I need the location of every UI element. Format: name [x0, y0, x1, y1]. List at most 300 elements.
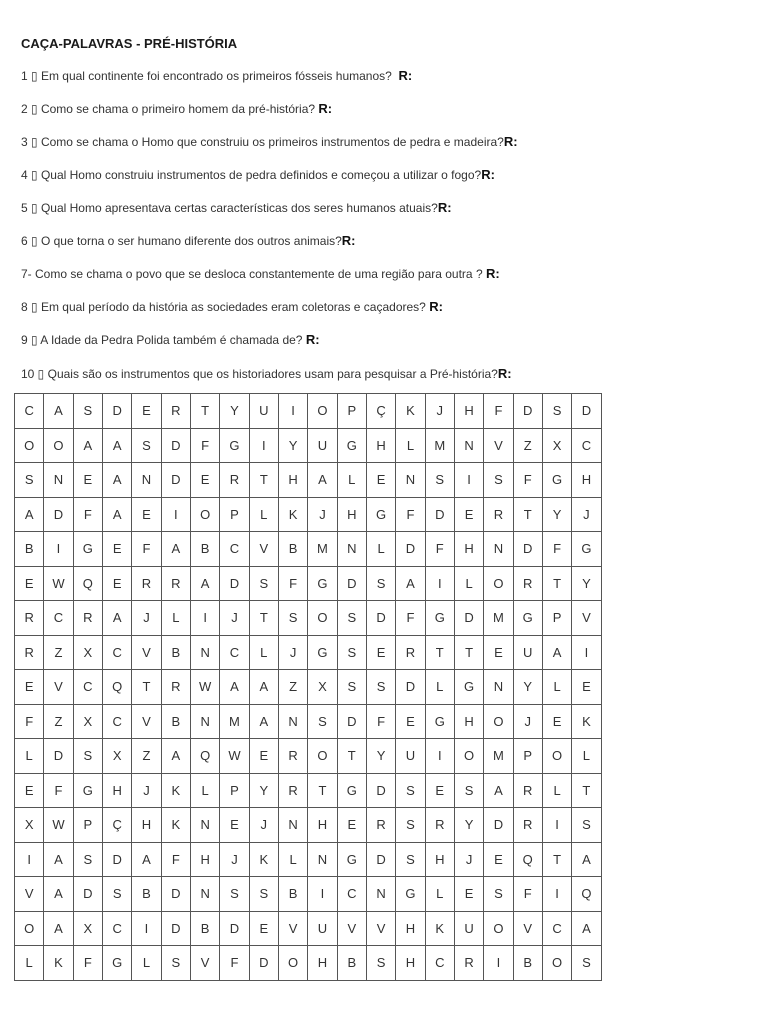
grid-cell: A — [102, 463, 131, 498]
grid-cell: T — [249, 601, 278, 636]
grid-cell: A — [44, 842, 73, 877]
grid-cell: I — [15, 842, 44, 877]
grid-cell: K — [278, 497, 307, 532]
grid-cell: F — [73, 497, 102, 532]
grid-cell: K — [572, 704, 601, 739]
grid-cell: O — [15, 428, 44, 463]
grid-cell: S — [73, 394, 102, 429]
question-text: 3 ▯ Como se chama o Homo que construiu os primeiros instrumentos de pedra e madeira? — [21, 135, 504, 149]
grid-cell: B — [190, 911, 219, 946]
grid-cell: W — [44, 808, 73, 843]
grid-cell: E — [572, 670, 601, 705]
grid-cell: J — [220, 842, 249, 877]
grid-cell: F — [73, 946, 102, 981]
grid-cell: O — [484, 911, 513, 946]
grid-cell: T — [513, 497, 542, 532]
grid-cell: C — [73, 670, 102, 705]
grid-cell: A — [102, 428, 131, 463]
grid-cell: T — [249, 463, 278, 498]
grid-cell: K — [396, 394, 425, 429]
grid-row — [15, 566, 602, 601]
grid-cell: T — [308, 773, 337, 808]
grid-cell: N — [190, 704, 219, 739]
question-1 — [21, 68, 412, 83]
grid-cell: L — [425, 877, 454, 912]
grid-cell: A — [44, 877, 73, 912]
grid-cell: G — [366, 497, 395, 532]
grid-cell: S — [220, 877, 249, 912]
grid-cell: A — [249, 704, 278, 739]
grid-cell: O — [190, 497, 219, 532]
grid-cell: H — [308, 946, 337, 981]
grid-cell: X — [73, 635, 102, 670]
grid-row — [15, 601, 602, 636]
question-4 — [21, 167, 495, 182]
grid-cell: S — [572, 808, 601, 843]
grid-cell: V — [44, 670, 73, 705]
grid-cell: R — [513, 566, 542, 601]
grid-cell: B — [278, 877, 307, 912]
grid-cell: L — [542, 773, 571, 808]
grid-row — [15, 497, 602, 532]
grid-cell: I — [190, 601, 219, 636]
grid-row — [15, 946, 602, 981]
grid-cell: U — [308, 911, 337, 946]
grid-cell: H — [190, 842, 219, 877]
grid-cell: D — [73, 877, 102, 912]
grid-cell: H — [454, 704, 483, 739]
grid-cell: F — [190, 428, 219, 463]
grid-cell: I — [278, 394, 307, 429]
grid-cell: M — [425, 428, 454, 463]
grid-cell: R — [15, 601, 44, 636]
grid-cell: E — [542, 704, 571, 739]
grid-cell: K — [161, 773, 190, 808]
grid-cell: V — [132, 704, 161, 739]
grid-cell: S — [249, 566, 278, 601]
grid-cell: A — [15, 497, 44, 532]
grid-cell: T — [454, 635, 483, 670]
grid-row — [15, 635, 602, 670]
grid-cell: E — [249, 739, 278, 774]
grid-cell: E — [366, 463, 395, 498]
grid-cell: G — [337, 428, 366, 463]
grid-cell: L — [15, 946, 44, 981]
grid-cell: D — [425, 497, 454, 532]
grid-cell: G — [542, 463, 571, 498]
answer-label: R: — [481, 167, 495, 182]
grid-row — [15, 877, 602, 912]
grid-cell: E — [15, 670, 44, 705]
grid-cell: H — [278, 463, 307, 498]
grid-cell: M — [484, 601, 513, 636]
grid-row — [15, 532, 602, 567]
grid-cell: D — [161, 911, 190, 946]
question-3 — [21, 134, 518, 149]
grid-cell: O — [308, 739, 337, 774]
question-text: 6 ▯ O que torna o ser humano diferente dos outros animais? — [21, 234, 342, 248]
grid-row — [15, 842, 602, 877]
grid-cell: L — [15, 739, 44, 774]
grid-cell: A — [44, 911, 73, 946]
grid-cell: S — [366, 946, 395, 981]
grid-cell: I — [572, 635, 601, 670]
grid-cell: Q — [102, 670, 131, 705]
question-8 — [21, 299, 443, 314]
grid-cell: L — [454, 566, 483, 601]
grid-cell: Ç — [366, 394, 395, 429]
grid-cell: G — [73, 532, 102, 567]
grid-cell: O — [308, 601, 337, 636]
grid-cell: I — [161, 497, 190, 532]
grid-cell: U — [513, 635, 542, 670]
grid-cell: I — [542, 877, 571, 912]
grid-row — [15, 394, 602, 429]
grid-cell: V — [513, 911, 542, 946]
grid-cell: G — [337, 773, 366, 808]
grid-cell: H — [454, 394, 483, 429]
answer-label: R: — [305, 332, 320, 347]
grid-cell: H — [425, 842, 454, 877]
grid-cell: G — [337, 842, 366, 877]
answer-label: R: — [341, 233, 356, 248]
grid-cell: H — [396, 946, 425, 981]
grid-cell: C — [102, 911, 131, 946]
grid-cell: L — [337, 463, 366, 498]
grid-cell: G — [308, 566, 337, 601]
grid-cell: Q — [513, 842, 542, 877]
grid-cell: V — [15, 877, 44, 912]
grid-cell: H — [102, 773, 131, 808]
grid-cell: D — [161, 463, 190, 498]
grid-cell: R — [161, 394, 190, 429]
grid-cell: S — [132, 428, 161, 463]
grid-cell: L — [249, 635, 278, 670]
grid-cell: H — [337, 497, 366, 532]
grid-cell: D — [102, 394, 131, 429]
grid-cell: U — [308, 428, 337, 463]
grid-cell: V — [572, 601, 601, 636]
grid-cell: S — [396, 842, 425, 877]
grid-cell: O — [454, 739, 483, 774]
grid-cell: C — [102, 635, 131, 670]
grid-cell: D — [572, 394, 601, 429]
grid-cell: R — [73, 601, 102, 636]
grid-cell: A — [396, 566, 425, 601]
worksheet-title: CAÇA-PALAVRAS - PRÉ-HISTÓRIA — [21, 36, 238, 51]
grid-cell: E — [73, 463, 102, 498]
grid-cell: G — [73, 773, 102, 808]
grid-cell: W — [44, 566, 73, 601]
grid-cell: Q — [73, 566, 102, 601]
grid-cell: S — [337, 635, 366, 670]
grid-cell: U — [249, 394, 278, 429]
answer-label: R: — [437, 200, 452, 215]
grid-cell: B — [278, 532, 307, 567]
grid-cell: C — [572, 428, 601, 463]
grid-cell: R — [425, 808, 454, 843]
grid-cell: A — [190, 566, 219, 601]
grid-cell: R — [220, 463, 249, 498]
grid-cell: J — [278, 635, 307, 670]
grid-cell: S — [484, 463, 513, 498]
grid-cell: G — [513, 601, 542, 636]
grid-cell: Z — [44, 635, 73, 670]
grid-cell: S — [425, 463, 454, 498]
grid-cell: Y — [278, 428, 307, 463]
grid-cell: A — [132, 842, 161, 877]
grid-cell: A — [44, 394, 73, 429]
grid-cell: S — [366, 566, 395, 601]
grid-cell: R — [161, 670, 190, 705]
grid-cell: E — [425, 773, 454, 808]
grid-cell: F — [44, 773, 73, 808]
grid-cell: I — [44, 532, 73, 567]
grid-cell: T — [572, 773, 601, 808]
grid-cell: R — [161, 566, 190, 601]
grid-cell: N — [396, 463, 425, 498]
grid-cell: X — [102, 739, 131, 774]
grid-cell: X — [73, 911, 102, 946]
grid-cell: Y — [542, 497, 571, 532]
grid-cell: Z — [278, 670, 307, 705]
grid-cell: L — [249, 497, 278, 532]
grid-row — [15, 808, 602, 843]
grid-cell: R — [15, 635, 44, 670]
grid-cell: Y — [513, 670, 542, 705]
grid-cell: G — [454, 670, 483, 705]
question-9 — [21, 332, 320, 347]
grid-cell: H — [572, 463, 601, 498]
grid-cell: S — [278, 601, 307, 636]
grid-cell: N — [132, 463, 161, 498]
grid-cell: S — [396, 773, 425, 808]
grid-cell: K — [425, 911, 454, 946]
grid-cell: Y — [366, 739, 395, 774]
grid-cell: F — [220, 946, 249, 981]
grid-cell: N — [278, 808, 307, 843]
answer-label: R: — [398, 68, 413, 83]
grid-cell: S — [337, 670, 366, 705]
grid-cell: H — [308, 808, 337, 843]
grid-cell: Q — [572, 877, 601, 912]
grid-cell: F — [513, 877, 542, 912]
grid-cell: N — [44, 463, 73, 498]
grid-cell: L — [366, 532, 395, 567]
grid-cell: E — [132, 394, 161, 429]
grid-cell: T — [542, 566, 571, 601]
grid-cell: L — [190, 773, 219, 808]
grid-cell: A — [308, 463, 337, 498]
grid-cell: X — [308, 670, 337, 705]
grid-cell: N — [484, 532, 513, 567]
grid-cell: R — [396, 635, 425, 670]
grid-cell: N — [454, 428, 483, 463]
grid-cell: S — [15, 463, 44, 498]
grid-cell: D — [102, 842, 131, 877]
grid-cell: D — [366, 773, 395, 808]
question-text: 10 ▯ Quais são os instrumentos que os historiadores usam para pesquisar a Pré-história? — [21, 367, 498, 381]
grid-cell: T — [337, 739, 366, 774]
grid-cell: S — [73, 842, 102, 877]
grid-cell: D — [366, 842, 395, 877]
grid-cell: V — [249, 532, 278, 567]
grid-cell: O — [484, 704, 513, 739]
grid-cell: D — [220, 911, 249, 946]
grid-cell: S — [308, 704, 337, 739]
grid-cell: E — [102, 532, 131, 567]
grid-cell: F — [15, 704, 44, 739]
grid-cell: D — [366, 601, 395, 636]
grid-cell: O — [278, 946, 307, 981]
grid-cell: S — [484, 877, 513, 912]
grid-cell: G — [572, 532, 601, 567]
grid-row — [15, 911, 602, 946]
grid-row — [15, 428, 602, 463]
grid-cell: S — [572, 946, 601, 981]
grid-cell: M — [308, 532, 337, 567]
answer-label: R: — [497, 366, 512, 381]
grid-cell: R — [278, 773, 307, 808]
grid-cell: S — [366, 670, 395, 705]
grid-cell: W — [220, 739, 249, 774]
grid-cell: I — [542, 808, 571, 843]
grid-cell: D — [337, 566, 366, 601]
grid-cell: R — [513, 773, 542, 808]
grid-cell: Z — [513, 428, 542, 463]
grid-cell: A — [572, 842, 601, 877]
grid-cell: E — [220, 808, 249, 843]
grid-cell: S — [396, 808, 425, 843]
grid-cell: V — [190, 946, 219, 981]
grid-cell: E — [15, 773, 44, 808]
grid-cell: I — [132, 911, 161, 946]
question-text: 9 ▯ A Idade da Pedra Polida também é chamada de? — [21, 333, 303, 347]
grid-cell: A — [249, 670, 278, 705]
grid-cell: Z — [132, 739, 161, 774]
grid-cell: V — [366, 911, 395, 946]
grid-cell: P — [220, 497, 249, 532]
grid-cell: F — [132, 532, 161, 567]
grid-cell: G — [396, 877, 425, 912]
grid-cell: G — [220, 428, 249, 463]
grid-cell: F — [513, 463, 542, 498]
grid-cell: B — [513, 946, 542, 981]
grid-cell: C — [337, 877, 366, 912]
grid-cell: E — [454, 877, 483, 912]
grid-cell: C — [102, 704, 131, 739]
grid-cell: F — [366, 704, 395, 739]
grid-cell: C — [44, 601, 73, 636]
grid-cell: F — [278, 566, 307, 601]
grid-cell: C — [425, 946, 454, 981]
grid-cell: S — [454, 773, 483, 808]
grid-cell: F — [484, 394, 513, 429]
grid-cell: M — [220, 704, 249, 739]
grid-cell: J — [425, 394, 454, 429]
grid-cell: B — [15, 532, 44, 567]
answer-label: R: — [318, 101, 333, 116]
question-7 — [21, 266, 500, 281]
grid-cell: T — [190, 394, 219, 429]
answer-label: R: — [429, 299, 443, 314]
grid-cell: A — [161, 532, 190, 567]
grid-cell: A — [484, 773, 513, 808]
grid-cell: D — [454, 601, 483, 636]
grid-cell: D — [396, 670, 425, 705]
grid-cell: H — [454, 532, 483, 567]
grid-cell: A — [102, 497, 131, 532]
grid-cell: D — [220, 566, 249, 601]
question-2 — [21, 101, 332, 116]
grid-cell: P — [220, 773, 249, 808]
grid-cell: K — [249, 842, 278, 877]
grid-cell: T — [425, 635, 454, 670]
grid-cell: E — [454, 497, 483, 532]
grid-cell: T — [132, 670, 161, 705]
grid-cell: O — [44, 428, 73, 463]
grid-cell: H — [396, 911, 425, 946]
grid-cell: P — [73, 808, 102, 843]
grid-cell: O — [484, 566, 513, 601]
grid-cell: H — [132, 808, 161, 843]
grid-row — [15, 670, 602, 705]
grid-cell: F — [161, 842, 190, 877]
grid-cell: R — [366, 808, 395, 843]
grid-cell: E — [190, 463, 219, 498]
grid-cell: U — [396, 739, 425, 774]
grid-cell: H — [366, 428, 395, 463]
grid-cell: I — [249, 428, 278, 463]
grid-cell: N — [484, 670, 513, 705]
grid-cell: P — [337, 394, 366, 429]
question-text: 5 ▯ Qual Homo apresentava certas características dos seres humanos atuais? — [21, 201, 438, 215]
grid-cell: E — [15, 566, 44, 601]
grid-cell: B — [132, 877, 161, 912]
grid-cell: V — [132, 635, 161, 670]
answer-label: R: — [503, 134, 518, 149]
grid-cell: P — [542, 601, 571, 636]
grid-cell: K — [161, 808, 190, 843]
grid-cell: E — [484, 635, 513, 670]
grid-cell: A — [572, 911, 601, 946]
grid-cell: W — [190, 670, 219, 705]
grid-cell: J — [220, 601, 249, 636]
grid-cell: A — [220, 670, 249, 705]
grid-cell: I — [308, 877, 337, 912]
grid-cell: E — [337, 808, 366, 843]
grid-cell: V — [337, 911, 366, 946]
grid-cell: N — [190, 808, 219, 843]
grid-cell: N — [278, 704, 307, 739]
grid-cell: D — [44, 739, 73, 774]
grid-row — [15, 463, 602, 498]
question-text: 1 ▯ Em qual continente foi encontrado os primeiros fósseis humanos? — [21, 69, 392, 83]
question-text: 2 ▯ Como se chama o primeiro homem da pré-história? — [21, 102, 316, 116]
grid-cell: C — [220, 635, 249, 670]
grid-cell: N — [190, 877, 219, 912]
grid-cell: E — [396, 704, 425, 739]
grid-cell: Ç — [102, 808, 131, 843]
grid-cell: A — [542, 635, 571, 670]
grid-cell: F — [396, 497, 425, 532]
grid-cell: D — [44, 497, 73, 532]
grid-cell: B — [190, 532, 219, 567]
grid-cell: D — [513, 394, 542, 429]
grid-cell: L — [132, 946, 161, 981]
question-text: 8 ▯ Em qual período da história as sociedades eram coletoras e caçadores? — [21, 300, 426, 314]
grid-cell: R — [513, 808, 542, 843]
